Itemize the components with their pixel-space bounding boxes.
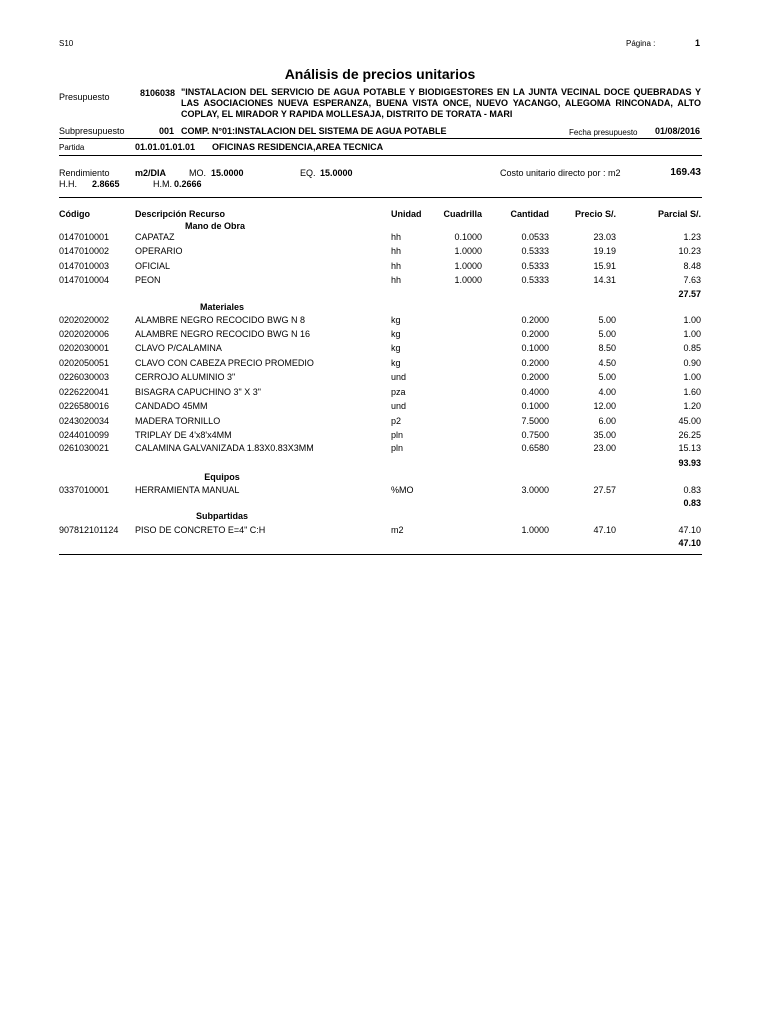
col-header-codigo: Código xyxy=(59,209,90,219)
hm-value: 0.2666 xyxy=(174,179,202,189)
row-cantidad: 0.2000 xyxy=(521,329,549,339)
row-cantidad: 7.5000 xyxy=(521,416,549,426)
row-descripcion: HERRAMIENTA MANUAL xyxy=(135,485,240,495)
row-parcial: 0.90 xyxy=(683,358,701,368)
row-parcial: 47.10 xyxy=(678,525,701,535)
row-unidad: pln xyxy=(391,430,404,440)
section-title: Equipos xyxy=(204,472,240,482)
row-cantidad: 0.7500 xyxy=(521,430,549,440)
subpresupuesto-code: 001 xyxy=(159,126,175,136)
costo-unitario-value: 169.43 xyxy=(670,167,701,178)
row-codigo: 0226220041 xyxy=(59,387,110,397)
row-precio: 8.50 xyxy=(598,343,616,353)
row-descripcion: BISAGRA CAPUCHINO 3" X 3" xyxy=(135,387,261,397)
row-parcial: 15.13 xyxy=(678,443,701,453)
row-unidad: pza xyxy=(391,387,406,397)
row-precio: 4.00 xyxy=(598,387,616,397)
row-codigo: 907812101124 xyxy=(59,525,119,535)
row-cantidad: 0.2000 xyxy=(521,315,549,325)
hm-label: H.M. xyxy=(153,179,172,189)
partida-label: Partida xyxy=(59,143,85,152)
row-precio: 14.31 xyxy=(593,275,616,285)
col-header-parcial: Parcial S/. xyxy=(657,209,701,219)
row-unidad: kg xyxy=(391,315,401,325)
row-cantidad: 0.2000 xyxy=(521,372,549,382)
rendimiento-unit: m2/DIA xyxy=(135,168,167,178)
col-header-precio: Precio S/. xyxy=(574,209,616,219)
row-descripcion: CERROJO ALUMINIO 3" xyxy=(135,372,236,382)
row-unidad: pln xyxy=(391,443,404,453)
row-precio: 15.91 xyxy=(593,261,616,271)
divider xyxy=(59,554,702,555)
row-parcial: 0.85 xyxy=(683,343,701,353)
row-parcial: 45.00 xyxy=(678,416,701,426)
row-parcial: 1.60 xyxy=(683,387,701,397)
row-codigo: 0226030003 xyxy=(59,372,110,382)
row-descripcion: TRIPLAY DE 4'x8'x4MM xyxy=(135,430,232,440)
row-descripcion: OPERARIO xyxy=(135,246,183,256)
section-subtotal: 27.57 xyxy=(678,289,701,299)
row-descripcion: ALAMBRE NEGRO RECOCIDO BWG N 8 xyxy=(135,315,306,325)
rendimiento-label: Rendimiento xyxy=(59,168,110,178)
row-parcial: 1.00 xyxy=(683,315,701,325)
partida-code: 01.01.01.01.01 xyxy=(135,142,196,152)
row-descripcion: CALAMINA GALVANIZADA 1.83X0.83X3MM xyxy=(135,443,314,453)
hh-value: 2.8665 xyxy=(92,179,120,189)
section-subtotal: 93.93 xyxy=(678,458,701,468)
subpresupuesto-description: COMP. N°01:INSTALACION DEL SISTEMA DE AGUA POTABLE xyxy=(181,126,447,136)
row-unidad: kg xyxy=(391,358,401,368)
costo-unitario-label: Costo unitario directo por : m2 xyxy=(500,168,621,178)
fecha-presupuesto: 01/08/2016 xyxy=(654,126,700,136)
row-descripcion: CLAVO CON CABEZA PRECIO PROMEDIO xyxy=(135,358,314,368)
subpresupuesto-label: Subpresupuesto xyxy=(59,126,125,136)
row-parcial: 0.83 xyxy=(683,485,701,495)
hh-label: H.H. xyxy=(59,179,77,189)
row-cantidad: 0.1000 xyxy=(521,343,549,353)
row-codigo: 0147010003 xyxy=(59,261,110,271)
row-parcial: 7.63 xyxy=(683,275,701,285)
col-header-descripcion: Descripción Recurso xyxy=(135,209,226,219)
row-codigo: 0147010002 xyxy=(59,246,110,256)
presupuesto-code: 8106038 xyxy=(140,88,176,98)
row-cantidad: 3.0000 xyxy=(521,485,549,495)
row-cantidad: 0.1000 xyxy=(521,401,549,411)
row-parcial: 26.25 xyxy=(678,430,701,440)
row-unidad: p2 xyxy=(391,416,402,426)
row-descripcion: CLAVO P/CALAMINA xyxy=(135,343,222,353)
row-codigo: 0202030001 xyxy=(59,343,110,353)
row-unidad: hh xyxy=(391,246,402,256)
row-precio: 23.00 xyxy=(593,443,616,453)
col-header-cuadrilla: Cuadrilla xyxy=(443,209,482,219)
section-subtotal: 0.83 xyxy=(683,498,701,508)
col-header-cantidad: Cantidad xyxy=(510,209,549,219)
row-cuadrilla: 1.0000 xyxy=(454,246,482,256)
row-descripcion: CANDADO 45MM xyxy=(135,401,208,411)
page-number: 1 xyxy=(694,38,700,48)
row-codigo: 0244010099 xyxy=(59,430,110,440)
row-codigo: 0243020034 xyxy=(59,416,110,426)
row-codigo: 0147010004 xyxy=(59,275,110,285)
row-unidad: kg xyxy=(391,329,401,339)
row-precio: 12.00 xyxy=(593,401,616,411)
divider xyxy=(59,138,702,139)
row-codigo: 0202020006 xyxy=(59,329,110,339)
section-subtotal: 47.10 xyxy=(678,538,701,548)
page-title: Análisis de precios unitarios xyxy=(284,66,476,82)
row-precio: 23.03 xyxy=(593,232,616,242)
row-precio: 4.50 xyxy=(598,358,616,368)
partida-description: OFICINAS RESIDENCIA,AREA TECNICA xyxy=(212,142,384,152)
row-cantidad: 0.5333 xyxy=(521,275,549,285)
row-unidad: %MO xyxy=(391,485,414,495)
row-descripcion: ALAMBRE NEGRO RECOCIDO BWG N 16 xyxy=(135,329,311,339)
row-unidad: kg xyxy=(391,343,401,353)
row-codigo: 0226580016 xyxy=(59,401,110,411)
row-precio: 35.00 xyxy=(593,430,616,440)
eq-label: EQ. xyxy=(300,168,316,178)
eq-value: 15.0000 xyxy=(320,168,353,178)
row-unidad: und xyxy=(391,401,407,411)
section-title: Materiales xyxy=(199,302,245,312)
row-precio: 6.00 xyxy=(598,416,616,426)
row-parcial: 1.00 xyxy=(683,372,701,382)
row-descripcion: CAPATAZ xyxy=(135,232,175,242)
section-title: Subpartidas xyxy=(195,511,248,521)
row-precio: 47.10 xyxy=(593,525,616,535)
report-code: S10 xyxy=(59,39,74,48)
row-parcial: 10.23 xyxy=(678,246,701,256)
row-unidad: hh xyxy=(391,261,402,271)
row-precio: 19.19 xyxy=(593,246,616,256)
presupuesto-label: Presupuesto xyxy=(59,92,110,102)
mo-value: 15.0000 xyxy=(211,168,244,178)
row-parcial: 1.00 xyxy=(683,329,701,339)
row-unidad: hh xyxy=(391,232,402,242)
row-precio: 27.57 xyxy=(593,485,616,495)
row-codigo: 0202020002 xyxy=(59,315,110,325)
row-unidad: und xyxy=(391,372,407,382)
row-descripcion: MADERA TORNILLO xyxy=(135,416,221,426)
fecha-presupuesto-label: Fecha presupuesto xyxy=(569,128,638,137)
row-codigo: 0147010001 xyxy=(59,232,110,242)
section-title: Mano de Obra xyxy=(184,221,245,231)
row-parcial: 1.20 xyxy=(683,401,701,411)
row-codigo: 0337010001 xyxy=(59,485,110,495)
col-header-unidad: Unidad xyxy=(391,209,422,219)
row-precio: 5.00 xyxy=(598,315,616,325)
row-unidad: hh xyxy=(391,275,402,285)
row-descripcion: PISO DE CONCRETO E=4" C:H xyxy=(135,525,266,535)
divider xyxy=(59,197,702,198)
row-cuadrilla: 1.0000 xyxy=(454,261,482,271)
row-cantidad: 0.2000 xyxy=(521,358,549,368)
row-cuadrilla: 0.1000 xyxy=(454,232,482,242)
row-unidad: m2 xyxy=(391,525,404,535)
row-parcial: 1.23 xyxy=(683,232,701,242)
row-cantidad: 0.0533 xyxy=(521,232,549,242)
row-codigo: 0202050051 xyxy=(59,358,110,368)
presupuesto-description: "INSTALACION DEL SERVICIO DE AGUA POTABLE Y BIODIGESTORES EN LA JUNTA VECINAL DOCE QUEBRADAS Y LAS ASOCIACIONES NUEVA ESPERANZA, BUENA VISTA ONCE, NUEVO YACANGO, ALEGOMA RINCONADA, ALTO COPLAY, EL MIRADOR Y RAPIDA MOLLESAJA, DISTRITO DE TORATA - MARI xyxy=(181,87,701,119)
row-precio: 5.00 xyxy=(598,372,616,382)
row-codigo: 0261030021 xyxy=(59,443,110,453)
row-cantidad: 1.0000 xyxy=(521,525,549,535)
row-cantidad: 0.4000 xyxy=(521,387,549,397)
row-cantidad: 0.6580 xyxy=(521,443,549,453)
row-cantidad: 0.5333 xyxy=(521,246,549,256)
row-cuadrilla: 1.0000 xyxy=(454,275,482,285)
row-descripcion: PEON xyxy=(135,275,161,285)
row-descripcion: OFICIAL xyxy=(135,261,171,271)
row-precio: 5.00 xyxy=(598,329,616,339)
divider xyxy=(59,155,702,156)
row-cantidad: 0.5333 xyxy=(521,261,549,271)
page-label: Página : xyxy=(626,39,656,48)
mo-label: MO. xyxy=(189,168,206,178)
row-parcial: 8.48 xyxy=(683,261,701,271)
